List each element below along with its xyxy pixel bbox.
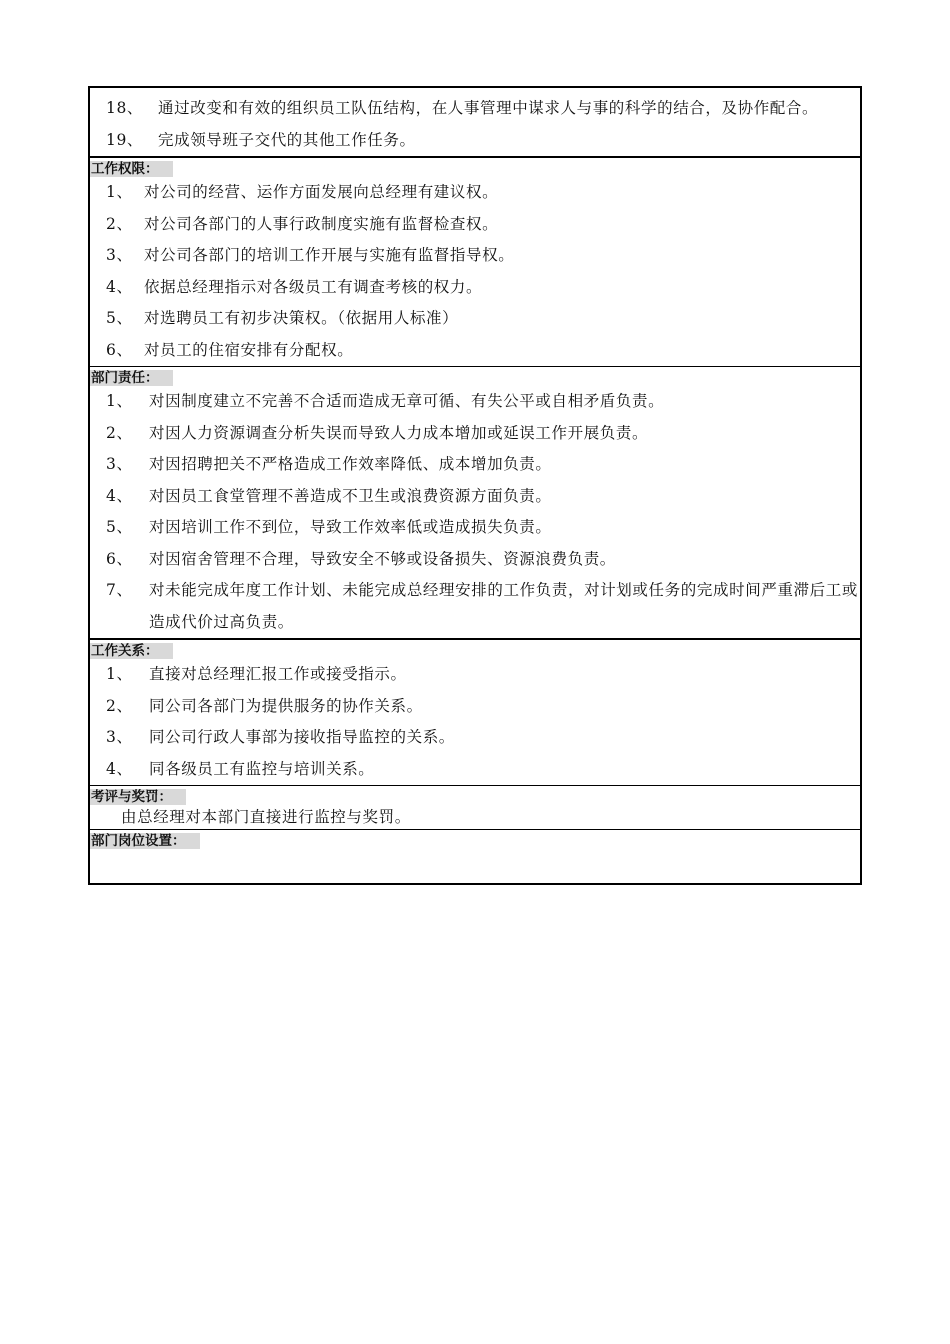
item-text: 同公司各部门为提供服务的协作关系。 bbox=[149, 696, 423, 715]
evaluation-text: 由总经理对本部门直接进行监控与奖罚。 bbox=[121, 808, 411, 826]
list-item bbox=[90, 754, 860, 786]
item-number: 19、 bbox=[106, 130, 144, 149]
section-heading: 工作关系： bbox=[90, 643, 173, 659]
item-number: 2、 bbox=[106, 214, 133, 233]
item-number: 2、 bbox=[106, 696, 133, 715]
item-number: 1、 bbox=[106, 665, 133, 683]
item-text: 对公司各部门的培训工作开展与实施有监督指导权。 bbox=[144, 246, 515, 264]
item-number: 3、 bbox=[106, 455, 133, 473]
job-description-table bbox=[88, 86, 862, 885]
list-item bbox=[90, 88, 860, 125]
item-text: 通过改变和有效的组织员工队伍结构，在人事管理中谋求人与事的科学的结合，及协作配合。 bbox=[158, 99, 819, 117]
evaluation-section bbox=[90, 785, 860, 829]
section-heading: 部门岗位设置： bbox=[90, 833, 200, 849]
relations-section bbox=[90, 638, 860, 785]
item-text: 对员工的住宿安排有分配权。 bbox=[144, 340, 354, 359]
item-text: 完成领导班子交代的其他工作任务。 bbox=[158, 130, 416, 149]
section-heading: 工作权限： bbox=[90, 161, 173, 177]
list-item bbox=[90, 335, 860, 367]
item-text: 依据总经理指示对各级员工有调查考核的权力。 bbox=[144, 277, 483, 296]
positions-section bbox=[90, 829, 860, 883]
duties-continued-section bbox=[90, 88, 860, 156]
item-text: 对因员工食堂管理不善造成不卫生或浪费资源方面负责。 bbox=[149, 486, 552, 505]
item-text: 对选聘员工有初步决策权。（依据用人标准） bbox=[144, 309, 459, 327]
item-text: 对未能完成年度工作计划、未能完成总经理安排的工作负责，对计划或任务的完成时间严重滞后工或造成代价过高负责。 bbox=[149, 581, 858, 631]
item-number: 6、 bbox=[106, 340, 133, 359]
item-number: 5、 bbox=[106, 518, 133, 536]
list-item bbox=[90, 691, 860, 723]
item-number: 5、 bbox=[106, 309, 133, 327]
list-item bbox=[90, 659, 860, 691]
list-item bbox=[90, 722, 860, 754]
item-number: 4、 bbox=[106, 277, 133, 296]
item-number: 2、 bbox=[106, 423, 133, 442]
item-text: 同各级员工有监控与培训关系。 bbox=[149, 759, 375, 778]
list-item bbox=[90, 449, 860, 481]
item-number: 6、 bbox=[106, 549, 133, 568]
item-number: 3、 bbox=[106, 246, 133, 264]
positions-body bbox=[90, 849, 860, 883]
section-heading: 考评与奖罚： bbox=[90, 789, 186, 805]
list-item bbox=[90, 512, 860, 544]
item-text: 同公司行政人事部为接收指导监控的关系。 bbox=[149, 728, 455, 746]
list-item bbox=[90, 303, 860, 335]
section-heading: 部门责任： bbox=[90, 370, 173, 386]
item-text: 对公司各部门的人事行政制度实施有监督检查权。 bbox=[144, 214, 499, 233]
item-text: 直接对总经理汇报工作或接受指示。 bbox=[149, 665, 407, 683]
item-number: 1、 bbox=[106, 392, 133, 410]
authority-section bbox=[90, 156, 860, 366]
item-text: 对因制度建立不完善不合适而造成无章可循、有失公平或自相矛盾负责。 bbox=[149, 392, 665, 410]
list-item bbox=[90, 272, 860, 304]
list-item bbox=[90, 575, 860, 638]
list-item bbox=[90, 240, 860, 272]
list-item bbox=[90, 177, 860, 209]
list-item bbox=[90, 125, 860, 157]
item-text: 对因人力资源调查分析失误而导致人力成本增加或延误工作开展负责。 bbox=[149, 423, 649, 442]
item-text: 对因招聘把关不严格造成工作效率降低、成本增加负责。 bbox=[149, 455, 552, 473]
responsibility-section bbox=[90, 366, 860, 638]
item-number: 7、 bbox=[106, 581, 133, 599]
item-number: 4、 bbox=[106, 486, 133, 505]
list-item bbox=[90, 386, 860, 418]
item-number: 4、 bbox=[106, 759, 133, 778]
item-text: 对因宿舍管理不合理，导致安全不够或设备损失、资源浪费负责。 bbox=[149, 549, 616, 568]
list-item bbox=[90, 544, 860, 576]
item-text: 对公司的经营、运作方面发展向总经理有建议权。 bbox=[144, 183, 499, 201]
item-number: 1、 bbox=[106, 183, 133, 201]
list-item bbox=[90, 481, 860, 513]
list-item bbox=[90, 418, 860, 450]
item-number: 18、 bbox=[106, 99, 144, 117]
item-text: 对因培训工作不到位，导致工作效率低或造成损失负责。 bbox=[149, 518, 552, 536]
list-item bbox=[90, 209, 860, 241]
item-number: 3、 bbox=[106, 728, 133, 746]
